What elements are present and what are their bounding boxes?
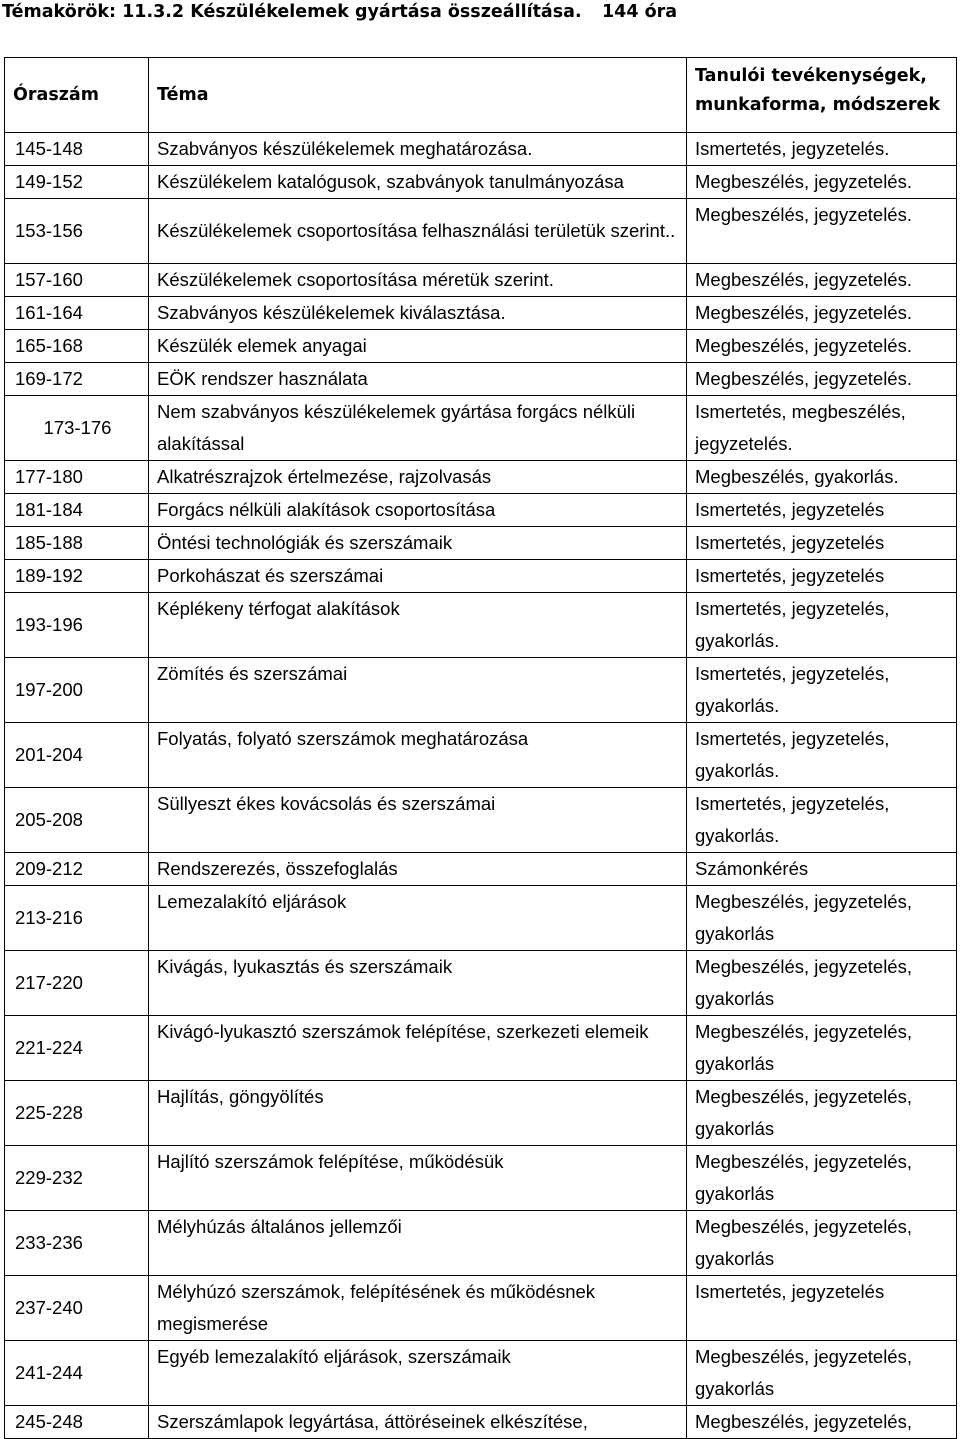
topic-cell: Mélyhúzás általános jellemzői	[149, 1211, 687, 1276]
table-row	[5, 1016, 957, 1081]
activity-cell: Megbeszélés, jegyzetelés.	[687, 363, 957, 396]
table-row	[5, 1146, 957, 1211]
activity-cell: Ismertetés, jegyzetelés, gyakorlás.	[687, 658, 957, 723]
activity-cell: Megbeszélés, jegyzetelés, gyakorlás	[687, 951, 957, 1016]
activity-cell: Ismertetés, jegyzetelés.	[687, 133, 957, 166]
hours-cell: 145-148	[5, 133, 149, 166]
topic-cell: Rendszerezés, összefoglalás	[149, 853, 687, 886]
table-row	[5, 658, 957, 723]
table-row	[5, 951, 957, 1016]
topic-cell: Készülékelem katalógusok, szabványok tanulmányozása	[149, 166, 687, 199]
table-row	[5, 494, 957, 527]
table-row	[5, 1211, 957, 1276]
hours-cell: 233-236	[5, 1211, 149, 1276]
topic-cell: Készülék elemek anyagai	[149, 330, 687, 363]
hours-cell: 181-184	[5, 494, 149, 527]
hours-cell: 173-176	[5, 396, 149, 461]
activity-cell: Megbeszélés, jegyzetelés.	[687, 297, 957, 330]
hours-cell: 229-232	[5, 1146, 149, 1211]
total-hours: 144 óra	[602, 2, 678, 22]
topic-cell: Hajlítás, göngyölítés	[149, 1081, 687, 1146]
topic-cell: Hajlító szerszámok felépítése, működésük	[149, 1146, 687, 1211]
topic-cell: Készülékelemek csoportosítása méretük szerint.	[149, 264, 687, 297]
activity-cell: Ismertetés, jegyzetelés, gyakorlás.	[687, 788, 957, 853]
activity-cell: Megbeszélés, jegyzetelés,	[687, 1406, 957, 1439]
activity-cell: Ismertetés, jegyzetelés	[687, 1276, 957, 1341]
hours-cell: 149-152	[5, 166, 149, 199]
activity-cell: Megbeszélés, gyakorlás.	[687, 461, 957, 494]
table-row	[5, 264, 957, 297]
hours-cell: 213-216	[5, 886, 149, 951]
table-row	[5, 886, 957, 951]
activity-cell: Megbeszélés, jegyzetelés, gyakorlás	[687, 1081, 957, 1146]
title-text: Témakörök: 11.3.2 Készülékelemek gyártása összeállítása.	[2, 2, 582, 22]
hours-cell: 197-200	[5, 658, 149, 723]
activity-cell: Megbeszélés, jegyzetelés, gyakorlás	[687, 1211, 957, 1276]
activity-cell: Ismertetés, jegyzetelés, gyakorlás.	[687, 593, 957, 658]
table-row	[5, 461, 957, 494]
hours-cell: 217-220	[5, 951, 149, 1016]
table-row	[5, 1341, 957, 1406]
topic-cell: EÖK rendszer használata	[149, 363, 687, 396]
topic-cell: Folyatás, folyató szerszámok meghatározása	[149, 723, 687, 788]
topic-cell: Lemezalakító eljárások	[149, 886, 687, 951]
hours-cell: 177-180	[5, 461, 149, 494]
hours-cell: 161-164	[5, 297, 149, 330]
table-row	[5, 1276, 957, 1341]
table-row	[5, 593, 957, 658]
hours-cell: 209-212	[5, 853, 149, 886]
table-row	[5, 330, 957, 363]
hours-cell: 205-208	[5, 788, 149, 853]
topic-cell: Forgács nélküli alakítások csoportosítása	[149, 494, 687, 527]
activity-cell: Ismertetés, jegyzetelés	[687, 527, 957, 560]
column-header-activity: Tanulói tevékenységek, munkaforma, módszerek	[687, 58, 957, 133]
topic-cell: Süllyeszt ékes kovácsolás és szerszámai	[149, 788, 687, 853]
topic-cell: Szabványos készülékelemek kiválasztása.	[149, 297, 687, 330]
hours-cell: 245-248	[5, 1406, 149, 1439]
activity-cell: Megbeszélés, jegyzetelés.	[687, 264, 957, 297]
hours-cell: 185-188	[5, 527, 149, 560]
table-row	[5, 723, 957, 788]
topic-cell: Mélyhúzó szerszámok, felépítésének és működésnek megismerése	[149, 1276, 687, 1341]
table-row	[5, 363, 957, 396]
column-header-hours: Óraszám	[5, 58, 149, 133]
activity-cell: Megbeszélés, jegyzetelés.	[687, 330, 957, 363]
table-row	[5, 788, 957, 853]
topic-cell: Porkohászat és szerszámai	[149, 560, 687, 593]
topic-cell: Öntési technológiák és szerszámaik	[149, 527, 687, 560]
hours-cell: 157-160	[5, 264, 149, 297]
activity-cell: Megbeszélés, jegyzetelés, gyakorlás	[687, 886, 957, 951]
table-row	[5, 199, 957, 264]
topic-cell: Szabványos készülékelemek meghatározása.	[149, 133, 687, 166]
topic-cell: Képlékeny térfogat alakítások	[149, 593, 687, 658]
activity-cell: Számonkérés	[687, 853, 957, 886]
hours-cell: 221-224	[5, 1016, 149, 1081]
activity-cell: Ismertetés, megbeszélés, jegyzetelés.	[687, 396, 957, 461]
table-row	[5, 133, 957, 166]
topic-cell: Kivágó-lyukasztó szerszámok felépítése, szerkezeti elemeik	[149, 1016, 687, 1081]
activity-cell: Megbeszélés, jegyzetelés.	[687, 166, 957, 199]
topic-cell: Szerszámlapok legyártása, áttöréseinek elkészítése,	[149, 1406, 687, 1439]
topic-cell: Zömítés és szerszámai	[149, 658, 687, 723]
hours-cell: 201-204	[5, 723, 149, 788]
table-row	[5, 1406, 957, 1439]
activity-cell: Megbeszélés, jegyzetelés.	[687, 199, 957, 264]
curriculum-table	[4, 57, 957, 1439]
table-row	[5, 1081, 957, 1146]
hours-cell: 165-168	[5, 330, 149, 363]
hours-cell: 193-196	[5, 593, 149, 658]
table-row	[5, 853, 957, 886]
activity-cell: Megbeszélés, jegyzetelés, gyakorlás	[687, 1146, 957, 1211]
hours-cell: 241-244	[5, 1341, 149, 1406]
activity-cell: Megbeszélés, jegyzetelés, gyakorlás	[687, 1341, 957, 1406]
table-row	[5, 166, 957, 199]
activity-cell: Megbeszélés, jegyzetelés, gyakorlás	[687, 1016, 957, 1081]
hours-cell: 189-192	[5, 560, 149, 593]
activity-cell: Ismertetés, jegyzetelés	[687, 560, 957, 593]
activity-cell: Ismertetés, jegyzetelés, gyakorlás.	[687, 723, 957, 788]
hours-cell: 225-228	[5, 1081, 149, 1146]
table-header-row	[5, 58, 957, 133]
topic-cell: Kivágás, lyukasztás és szerszámaik	[149, 951, 687, 1016]
table-row	[5, 527, 957, 560]
hours-cell: 153-156	[5, 199, 149, 264]
topic-cell: Egyéb lemezalakító eljárások, szerszámaik	[149, 1341, 687, 1406]
table-row	[5, 297, 957, 330]
topic-cell: Készülékelemek csoportosítása felhasználási területük szerint..	[149, 199, 687, 264]
topic-cell: Nem szabványos készülékelemek gyártása forgács nélküli alakítással	[149, 396, 687, 461]
activity-cell: Ismertetés, jegyzetelés	[687, 494, 957, 527]
hours-cell: 237-240	[5, 1276, 149, 1341]
table-row	[5, 396, 957, 461]
hours-cell: 169-172	[5, 363, 149, 396]
table-row	[5, 560, 957, 593]
topic-cell: Alkatrészrajzok értelmezése, rajzolvasás	[149, 461, 687, 494]
column-header-topic: Téma	[149, 58, 687, 133]
document-title	[2, 0, 678, 24]
